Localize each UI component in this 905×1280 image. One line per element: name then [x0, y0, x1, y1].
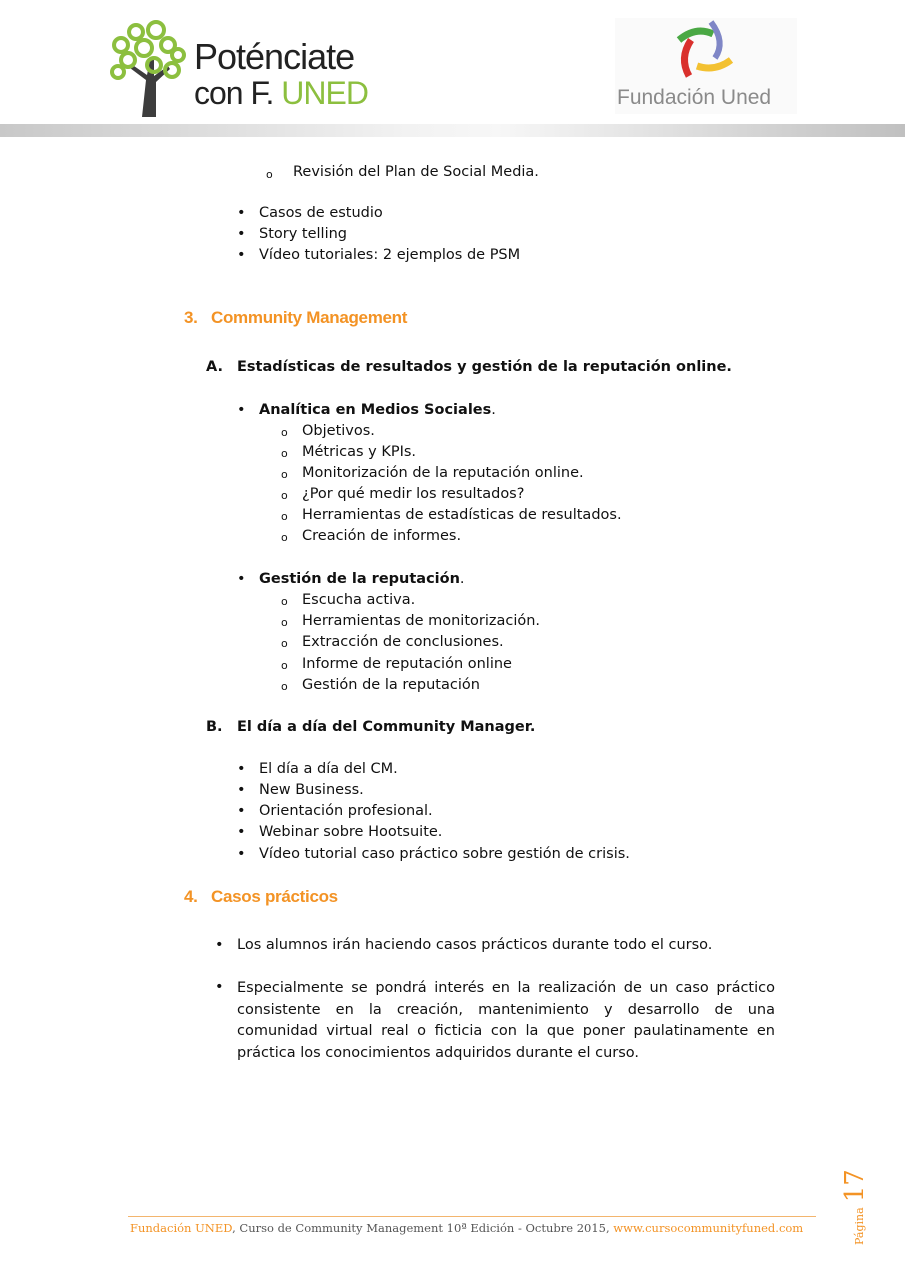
- logo-line2-text: con F.: [194, 75, 282, 111]
- list-item: Los alumnos irán haciendo casos prácticos durante todo el curso.: [237, 937, 713, 953]
- footer-org: Fundación UNED: [130, 1221, 233, 1235]
- gestion-title: Gestión de la reputación: [259, 571, 460, 587]
- list-item: Objetivos.: [302, 423, 375, 439]
- list-item: Creación de informes.: [302, 528, 462, 544]
- gestion-heading: [259, 570, 465, 588]
- bullet: •: [237, 247, 246, 263]
- header-divider: [0, 124, 905, 137]
- fundacion-uned-logo: [615, 18, 797, 114]
- section-4-title: Casos prácticos: [211, 887, 338, 906]
- circle-bullet: o: [281, 489, 288, 502]
- list-item: Vídeo tutoriales: 2 ejemplos de PSM: [259, 247, 521, 263]
- list-item: ¿Por qué medir los resultados?: [302, 486, 525, 502]
- circle-bullet: o: [281, 510, 288, 523]
- subsection-b-title: El día a día del Community Manager.: [237, 719, 536, 735]
- logo-line2: [194, 75, 368, 112]
- list-item: Extracción de conclusiones.: [302, 634, 504, 650]
- list-item: Story telling: [259, 226, 347, 242]
- list-item: Webinar sobre Hootsuite.: [259, 824, 443, 840]
- analitica-heading: [259, 401, 496, 419]
- circle-bullet: o: [281, 616, 288, 629]
- bullet: •: [237, 846, 246, 862]
- footer-divider: [128, 1216, 816, 1217]
- bullet: •: [237, 205, 246, 221]
- potenciate-logo: [106, 20, 376, 120]
- bullet: •: [237, 782, 246, 798]
- list-item: Monitorización de la reputación online.: [302, 465, 584, 481]
- section-3-number: 3.: [184, 308, 198, 327]
- bullet: •: [215, 979, 224, 995]
- list-item: Gestión de la reputación: [302, 677, 480, 693]
- list-item: El día a día del CM.: [259, 761, 398, 777]
- circle-bullet: o: [281, 680, 288, 693]
- circle-bullet: o: [266, 168, 273, 181]
- fundacion-uned-text: Fundación Uned: [617, 86, 772, 109]
- section-4-number: 4.: [184, 887, 198, 906]
- logo-uned-text: UNED: [281, 75, 368, 111]
- circle-bullet: o: [281, 468, 288, 481]
- footer-text: [130, 1221, 803, 1235]
- circle-bullet: o: [281, 531, 288, 544]
- bullet: •: [237, 571, 246, 587]
- subsection-a-letter: A.: [206, 359, 223, 375]
- analitica-title: Analítica en Medios Sociales: [259, 402, 492, 418]
- circle-bullet: o: [281, 447, 288, 460]
- list-item: New Business.: [259, 782, 364, 798]
- bullet: •: [237, 824, 246, 840]
- list-item: Revisión del Plan de Social Media.: [293, 164, 539, 180]
- list-item: Herramientas de monitorización.: [302, 613, 541, 629]
- logo-line1: Poténciate: [194, 36, 355, 77]
- uned-emblem-icon: [671, 20, 741, 80]
- bullet: •: [237, 226, 246, 242]
- list-item: Vídeo tutorial caso práctico sobre gestión de crisis.: [259, 846, 630, 862]
- list-item-paragraph: Especialmente se pondrá interés en la realización de un caso práctico consistente en la creación, mantenimiento y desarrollo de una comunidad virtual real o ficticia con la que poner paulatinamente en práctica los conocimientos adquiridos durante el curso.: [237, 980, 775, 1061]
- bullet: •: [237, 803, 246, 819]
- period: .: [459, 571, 465, 587]
- page-number: 17: [840, 1169, 870, 1203]
- bullet: •: [215, 937, 224, 953]
- section-3-title: Community Management: [211, 308, 408, 327]
- subsection-a-title: Estadísticas de resultados y gestión de la reputación online.: [237, 359, 732, 375]
- footer-course: , Curso de Community Management 10ª Edición - Octubre 2015,: [232, 1221, 614, 1235]
- circle-bullet: o: [281, 637, 288, 650]
- list-item: Casos de estudio: [259, 205, 383, 221]
- circle-bullet: o: [281, 659, 288, 672]
- circle-bullet: o: [281, 595, 288, 608]
- bullet: •: [237, 402, 246, 418]
- bullet: •: [237, 761, 246, 777]
- period: .: [491, 402, 496, 418]
- tree-icon: [106, 20, 191, 120]
- page-label: Página: [853, 1207, 866, 1245]
- subsection-b-letter: B.: [206, 719, 223, 735]
- footer-url[interactable]: www.cursocommunityfuned.com: [613, 1221, 804, 1235]
- list-item: Orientación profesional.: [259, 803, 433, 819]
- page-number-block: [840, 1169, 870, 1245]
- list-item: Herramientas de estadísticas de resultados.: [302, 507, 622, 523]
- list-item: Informe de reputación online: [302, 656, 512, 672]
- list-item: Métricas y KPIs.: [302, 444, 417, 460]
- circle-bullet: o: [281, 426, 288, 439]
- list-item: Escucha activa.: [302, 592, 416, 608]
